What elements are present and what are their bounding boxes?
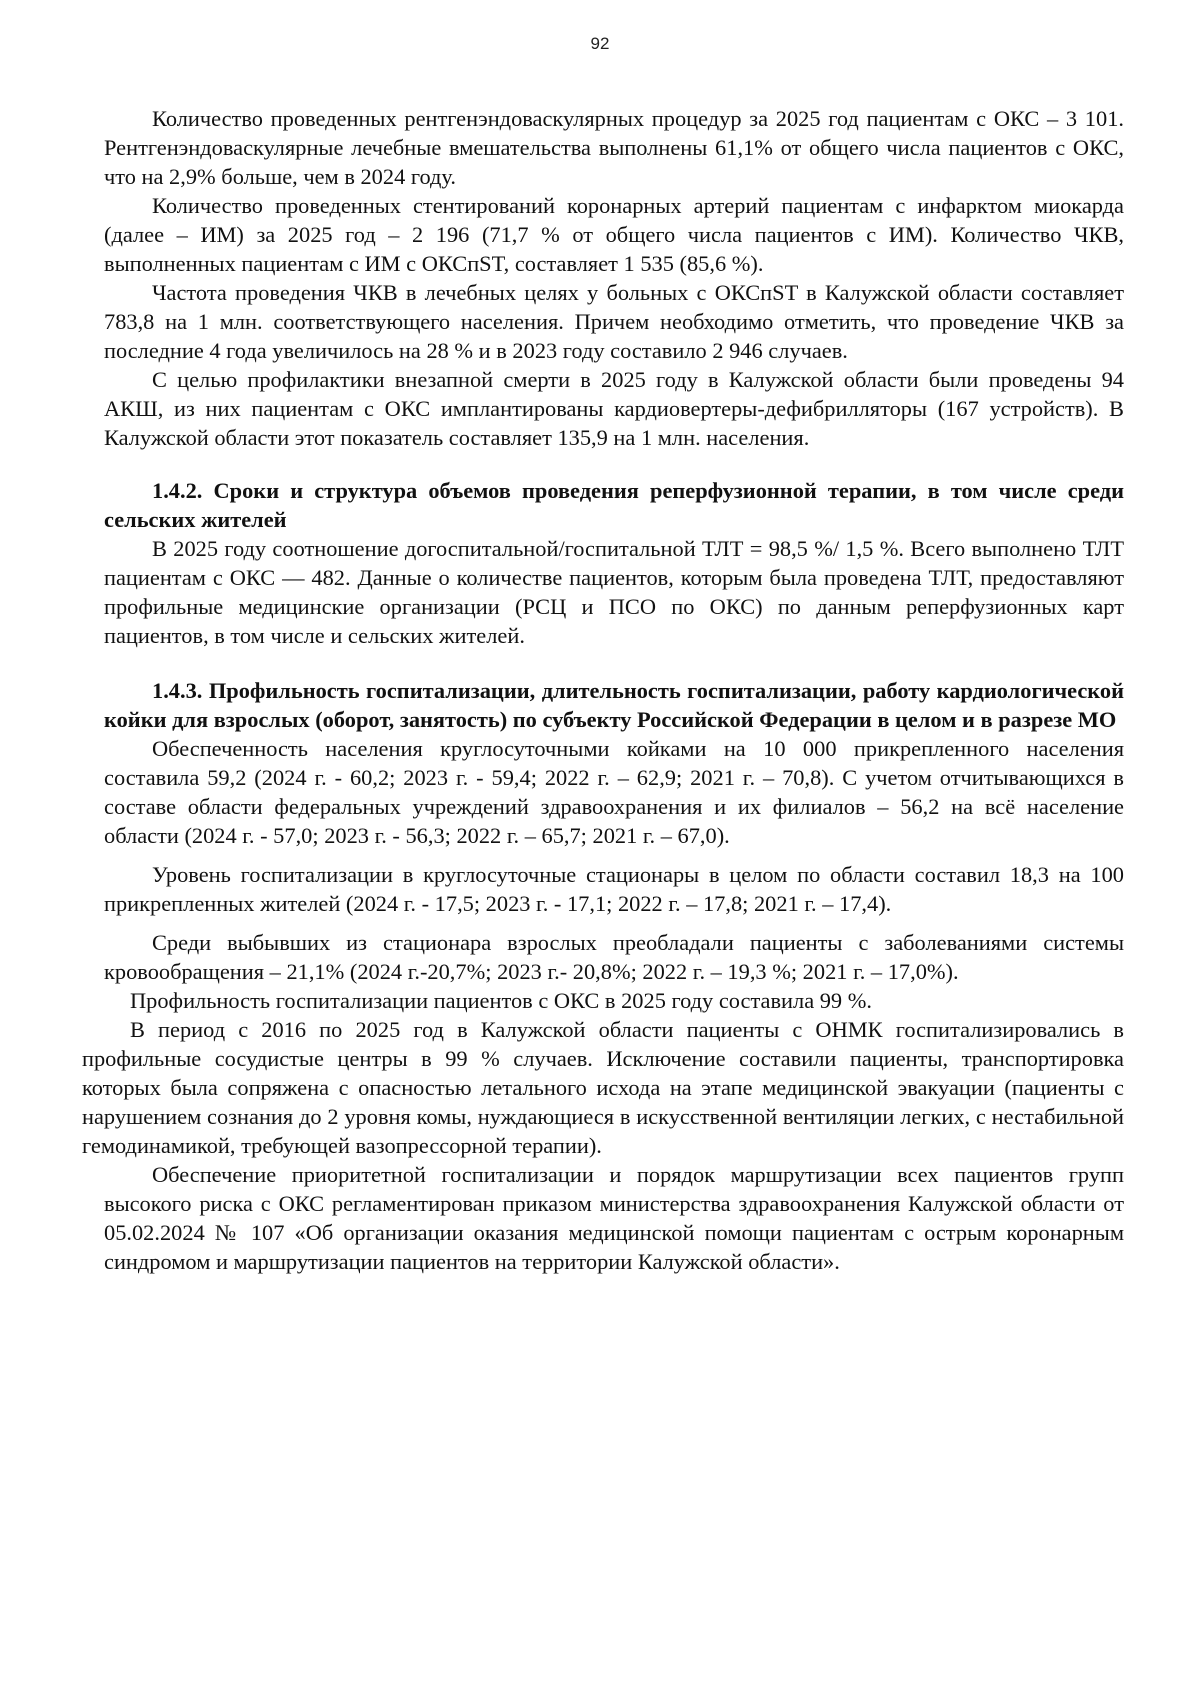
paragraph-routing-order: Обеспечение приоритетной госпитализации и порядок маршрутизации всех пациентов групп высокого риска с ОКС регламентирован приказом министерства здравоохранения Калужской области от 05.02.2024 № 107 «Об организации оказания медицинской помощи пациентам с острым коронарным синдромом и маршрутизации пациентов на территории Калужской области». (104, 1162, 1124, 1274)
paragraph-sudden-death-prevention: С целью профилактики внезапной смерти в 2025 году в Калужской области были проведены 94 АКШ, из них пациентам с ОКС имплантированы кардиовертеры-дефибрилляторы (167 устройств). В Калужской области этот показатель составляет 135,9 на 1 млн. населения. (104, 367, 1124, 450)
document-body (82, 104, 1124, 1276)
page-number: 92 (590, 34, 610, 53)
paragraph-bed-provision: Обеспеченность населения круглосуточными койками на 10 000 прикрепленного населения составила 59,2 (2024 г. - 60,2; 2023 г. - 59,4; 2022 г. – 62,9; 2021 г. – 70,8). С учетом отчитывающихся в составе области федеральных учреждений здравоохранения и их филиалов – 56,2 на всё население области (2024 г. - 57,0; 2023 г. - 56,3; 2022 г. – 65,7; 2021 г. – 67,0). (104, 736, 1124, 848)
paragraph-tlt-ratio: В 2025 году соотношение догоспитальной/госпитальной ТЛТ = 98,5 %/ 1,5 %. Всего выполнено ТЛТ пациентам с ОКС — 482. Данные о количестве пациентов, которым была проведена ТЛТ, предоставляют профильные медицинские организации (РСЦ и ПСО по ОКС) по данным реперфузионных карт пациентов, в том числе и сельских жителей. (104, 536, 1124, 648)
paragraph-stroke-centers: В период с 2016 по 2025 год в Калужской области пациенты с ОНМК госпитализировались в профильные сосудистые центры в 99 % случаев. Исключение составили пациенты, транспортировка которых была сопряжена с опасностью летального исхода на этапе медицинской эвакуации (пациенты с нарушением сознания до 2 уровня комы, нуждающиеся в искусственной вентиляции легких, с нестабильной гемодинамикой, требующей вазопрессорной терапии). (82, 1017, 1124, 1158)
paragraph-hospitalization-level: Уровень госпитализации в круглосуточные стационары в целом по области составил 18,3 на 100 прикрепленных жителей (2024 г. - 17,5; 2023 г. - 17,1; 2022 г. – 17,8; 2021 г. – 17,4). (104, 862, 1124, 916)
paragraph-circulatory-diseases: Среди выбывших из стационара взрослых преобладали пациенты с заболеваниями системы кровообращения – 21,1% (2024 г.-20,7%; 2023 г.- 20,8%; 2022 г. – 19,3 %; 2021 г. – 17,0%). (104, 930, 1124, 984)
section-heading-1-4-2: 1.4.2. Сроки и структура объемов проведения реперфузионной терапии, в том числе среди сельских жителей (104, 478, 1124, 532)
paragraph-pci-frequency: Частота проведения ЧКВ в лечебных целях у больных с ОКСпST в Калужской области составляет 783,8 на 1 млн. соответствующего населения. Причем необходимо отметить, что проведение ЧКВ за последние 4 года увеличилось на 28 % и в 2023 году составило 2 946 случаев. (104, 280, 1124, 363)
paragraph-stenting: Количество проведенных стентирований коронарных артерий пациентам с инфарктом миокарда (далее – ИМ) за 2025 год – 2 196 (71,7 % от общего числа пациентов с ИМ). Количество ЧКВ, выполненных пациентам с ИМ с ОКСпST, составляет 1 535 (85,6 %). (104, 193, 1124, 276)
section-heading-1-4-3: 1.4.3. Профильность госпитализации, длительность госпитализации, работу кардиологической койки для взрослых (оборот, занятость) по субъекту Российской Федерации в целом и в разрезе МО (104, 678, 1124, 732)
paragraph-acs-profile: Профильность госпитализации пациентов с ОКС в 2025 году составила 99 %. (130, 988, 872, 1013)
paragraph-rentgen-procedures: Количество проведенных рентгенэндоваскулярных процедур за 2025 год пациентам с ОКС – 3 101. Рентгенэндоваскулярные лечебные вмешательства выполнены 61,1% от общего числа пациентов с ОКС, что на 2,9% больше, чем в 2024 году. (104, 106, 1124, 189)
